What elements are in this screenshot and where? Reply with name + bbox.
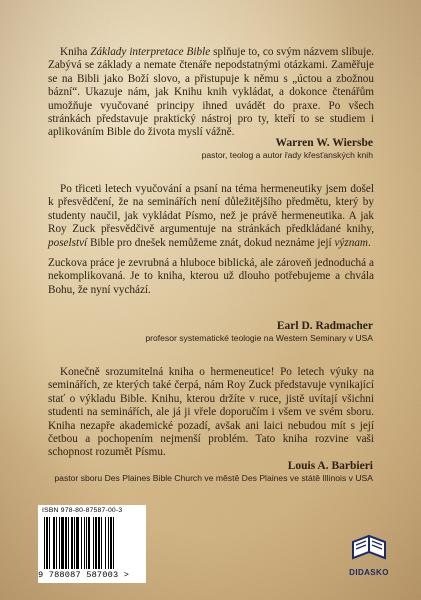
reviewer-role: profesor systematické teologie na Western Seminary v USA [145,333,373,343]
isbn-label: ISBN 978-80-87587-00-3 [42,507,123,514]
barcode-bar [68,517,69,569]
barcode-bar [53,517,55,569]
reviewer-name: Warren W. Wiersbe [275,137,373,149]
barcode-bar [49,517,50,569]
barcode-bar [105,517,106,569]
barcode-bar [93,517,94,569]
barcode-bar [108,517,109,569]
barcode-bar [56,517,57,569]
review-text: splňuje to, co svým názvem slibuje. Zabývá se základy a nemate čtenáře nepodstatnými otázkami. Zaměřuje se na Bibli jako Boží slovo, a přistupuje k němu s „úctou a zbožnou bázní“. Ukazuje nám, jak Knihu knih vykládat, a dokonce čtenářům umožňuje vyučované principy ihned uvádět do praxe. Po všech stránkách představuje praktický nástroj pro ty, kteří to se studiem i aplikováním Bible do života myslí vážně. [48,46,374,139]
barcode-digits: 9 788087 587003 > [38,570,130,580]
reviewer-name: Earl D. Radmacher [276,320,373,332]
emphasis: význam [334,236,369,249]
barcode-bar [44,517,45,569]
attribution-barbieri [54,459,373,484]
review-radmacher-text [48,183,374,250]
barcode-bar [95,517,97,569]
review-barbieri [48,366,374,467]
review-radmacher-text-2: Zuckova práce je zevrubná a hluboce biblická, ale zároveň jednoduchá a nekomplikovaná. Je to kniha, kterou už dlouho potřebujeme a chvála Bohu, že nyní vychází. [48,257,374,296]
barcode-bar [101,517,102,569]
review-text: . [368,236,371,249]
barcode-bar [86,517,87,569]
barcode-bar [65,517,67,569]
reviewer-role: pastor sboru Des Plaines Bible Church ve městě Des Plaines ve státě Illinois v USA [54,473,373,483]
barcode-bar [110,517,112,569]
review-wiersbe-text [48,46,374,140]
publisher-logo [342,532,396,577]
barcode-bar [46,517,48,569]
review-wiersbe [48,46,374,147]
review-text: Bible pro dnešek nemůžeme znát, dokud neznáme její [87,236,335,249]
barcode-bar [98,517,100,569]
barcode-bar [74,517,75,569]
review-text: Kniha [60,46,91,58]
review-text: Po třiceti letech vyučování a psaní na téma hermeneutiky jsem došel k přesvědčení, že na seminářích není důležitějšího předmětu, který by studenty naučil, jak vykládat Písmo, než je právě hermeneutika. A jak Roy Zuck přesvědčivě argumentuje na stránkách předkládané knihy, [48,183,374,236]
book-icon [351,532,387,562]
barcode-bar [61,517,64,569]
review-barbieri-text: Konečně srozumitelná kniha o hermeneutice! Po letech výuky na seminářích, ze kterých také čerpá, nám Roy Zuck představuje vynikající stať o výkladu Bible. Knihu, kterou držíte v ruce, jistě uvítají všichni studenti na seminářích, ale já ji vřele doporučím i všem ve svém sboru. Kniha nezapře akademické pozadí, avšak ani laici nebudou mít s její četbou a pochopením nejmenší problém. Tato kniha rozvine vaši schopnost rozumět Písmu. [48,366,374,459]
barcode-bar [84,517,85,569]
barcode-bar [88,517,90,569]
attribution-wiersbe [202,136,373,161]
isbn-barcode [38,505,146,583]
barcode-bar [81,517,82,569]
barcode-bar [59,517,60,569]
attribution-radmacher [145,319,373,344]
reviewer-name: Louis A. Barbieri [287,460,373,472]
emphasis: poselství [48,236,88,249]
barcode-bar [71,517,73,569]
publisher-name: DIDASKO [349,568,389,577]
book-title: Základy interpretace Bible [90,46,211,58]
barcode-bars [44,517,140,569]
barcode-bar [76,517,79,569]
review-radmacher [48,183,374,304]
reviewer-role: pastor, teolog a autor řady křesťanských knih [201,150,373,160]
barcode-bar [113,517,114,569]
